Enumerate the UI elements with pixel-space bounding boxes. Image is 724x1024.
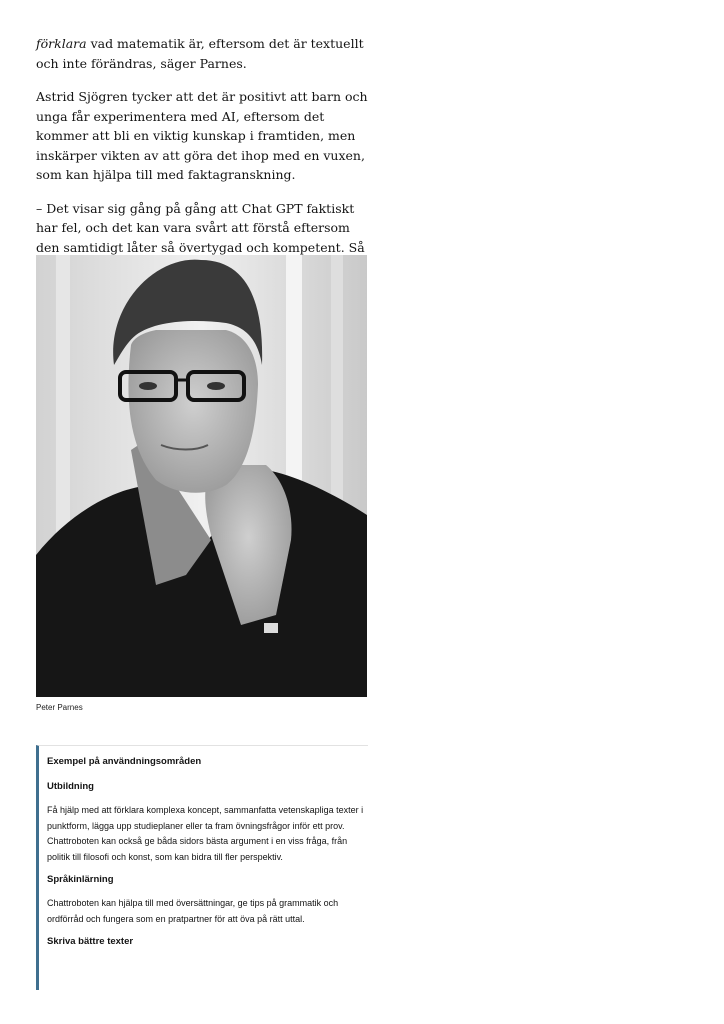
paragraph-2: Astrid Sjögren tycker att det är positivt att barn och unga får experimentera med AI, eftersom det kommer att bli en viktig kunskap i framtiden, men inskärper vikten av att göra det ihop med en vuxen, som kan hjälpa till med faktagranskning. <box>36 89 368 182</box>
section-heading-utbildning: Utbildning <box>47 781 94 792</box>
paragraph-3: – Det visar sig gång på gång att Chat GPT faktiskt har fel, och det kan vara svårt att förstå eftersom den samtidigt låter så övertygad och kompetent. Så <box>36 200 365 255</box>
paragraph-1 <box>36 34 376 73</box>
section-text-sprakinlarning: Chattroboten kan hjälpa till med översättningar, ge tips på grammatik och ordförråd och fungera som en pratpartner för att öva på rätt uttal. <box>47 898 339 924</box>
fact-box-title: Exempel på användningsområden <box>47 756 202 767</box>
fact-box <box>36 745 368 990</box>
photo-caption: Peter Parnes <box>36 703 83 712</box>
emphasized-word: förklara <box>36 36 87 51</box>
portrait-image <box>36 255 367 697</box>
article-body <box>36 34 376 291</box>
section-heading-sprakinlarning: Språkinlärning <box>47 874 114 885</box>
paragraph-1-text: vad matematik är, eftersom det är textuellt och inte förändras, säger Parnes. <box>36 36 364 71</box>
portrait-photo <box>36 255 367 697</box>
section-text-utbildning: Få hjälp med att förklara komplexa koncept, sammanfatta vetenskapliga texter i punktform, lägga upp studieplaner eller ta fram övningsfrågor inför ett prov. Chattroboten kan också ge båda sidors bästa argument i en viss fråga, från politik till filosofi och konst, som kan bidra till fler perspektiv. <box>47 805 364 862</box>
section-heading-skriva: Skriva bättre texter <box>47 936 134 947</box>
